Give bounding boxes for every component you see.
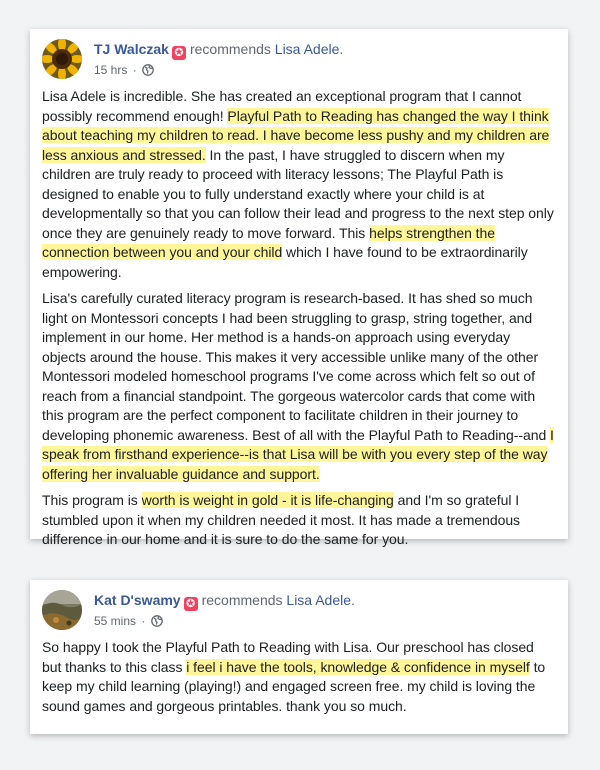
- text-segment: So happy I took the Playful Path to Reading with Lisa. Our preschool has closed but thanks to this class: [42, 639, 534, 675]
- text-segment: Lisa Adele is incredible. She has created an exceptional program that I cannot possibly recommend enough!: [42, 88, 522, 124]
- recommended-page-link[interactable]: Lisa Adele: [274, 41, 340, 57]
- target-suffix: .: [351, 592, 355, 608]
- text-segment: which I have found to be extraordinarily empowering.: [42, 244, 528, 280]
- globe-icon: [142, 64, 154, 76]
- author-name[interactable]: Kat D'swamy: [94, 592, 181, 608]
- target-suffix: .: [339, 41, 344, 57]
- highlighted-text: helps strengthen the connection between you and your child: [42, 224, 495, 260]
- recommended-page-link[interactable]: Lisa Adele: [286, 592, 352, 608]
- text-segment: This program is: [42, 492, 142, 508]
- highlighted-text: worth is weight in gold - it is life-changing: [141, 492, 394, 508]
- text-segment: to keep my child learning (playing!) and engaged screen free. my child is loving the sound games and gorgeous printables. thank you so much.: [42, 658, 546, 714]
- text-segment: In the past, I have struggled to discern when my children are truly ready to proceed with literacy lessons; The Playful Path is designed to enable you to fully understand exactly where your child is at developmentally so that you can follow their lead and progress to the next step only once they are genuinely ready to move forward. This: [42, 146, 554, 241]
- highlighted-text: I speak from firsthand experience--is that Lisa will be with you every step of the way offering her invaluable guidance and support.: [42, 426, 554, 482]
- globe-icon: [151, 615, 163, 627]
- post-paragraph: [42, 638, 556, 716]
- author-name[interactable]: TJ Walczak: [94, 41, 169, 57]
- highlighted-text: i feel i have the tools, knowledge & confidence in myself: [186, 658, 530, 675]
- recommends-text: recommends: [189, 41, 271, 57]
- post-text: [42, 638, 556, 716]
- recommendation-star-icon: ✪: [172, 46, 186, 60]
- recommends-text: recommends: [201, 592, 283, 608]
- post-timestamp[interactable]: 15 hrs: [94, 63, 128, 77]
- avatar[interactable]: [42, 39, 82, 79]
- recommendation-star-icon: ✪: [184, 597, 198, 611]
- recommendation-post-2: [30, 580, 568, 734]
- avatar[interactable]: [42, 590, 82, 630]
- post-timestamp[interactable]: 55 mins: [94, 614, 137, 628]
- post-text: [42, 87, 556, 550]
- recommendation-post-1: [30, 29, 568, 547]
- text-segment: and I'm so grateful I stumbled upon it when my children needed it most. It has made a tremendous difference in our home and it is sure to do the same for you.: [42, 492, 521, 547]
- highlighted-text: Playful Path to Reading has changed the way I think about teaching my children to read. I have become less pushy and my children are less anxious and stressed.: [42, 107, 550, 163]
- meta-separator: ·: [132, 63, 137, 77]
- sunflower-avatar-icon: [42, 39, 82, 79]
- post-header: [42, 39, 556, 87]
- post-paragraph: [42, 491, 556, 550]
- text-segment: Lisa's carefully curated literacy program is research-based. It has shed so much light on Montessori concepts I had been struggling to grasp, string together, and implement in our home. Her method is a hands-on approach using everyday objects around the house. This makes it very accessible unlike many of the other Montessori modeled homeschool programs I've come across which felt so out of reach from a financial standpoint. The gorgeous watercolor cards that come with this program are the perfect component to facilitate children in their journey to developing phonemic awareness. Best of all with the Playful Path to Reading--and: [42, 290, 551, 443]
- post-paragraph: [42, 87, 556, 282]
- post-header: [42, 590, 556, 638]
- landscape-avatar-icon: [42, 590, 82, 630]
- post-paragraph: [42, 289, 556, 484]
- meta-separator: ·: [141, 614, 146, 628]
